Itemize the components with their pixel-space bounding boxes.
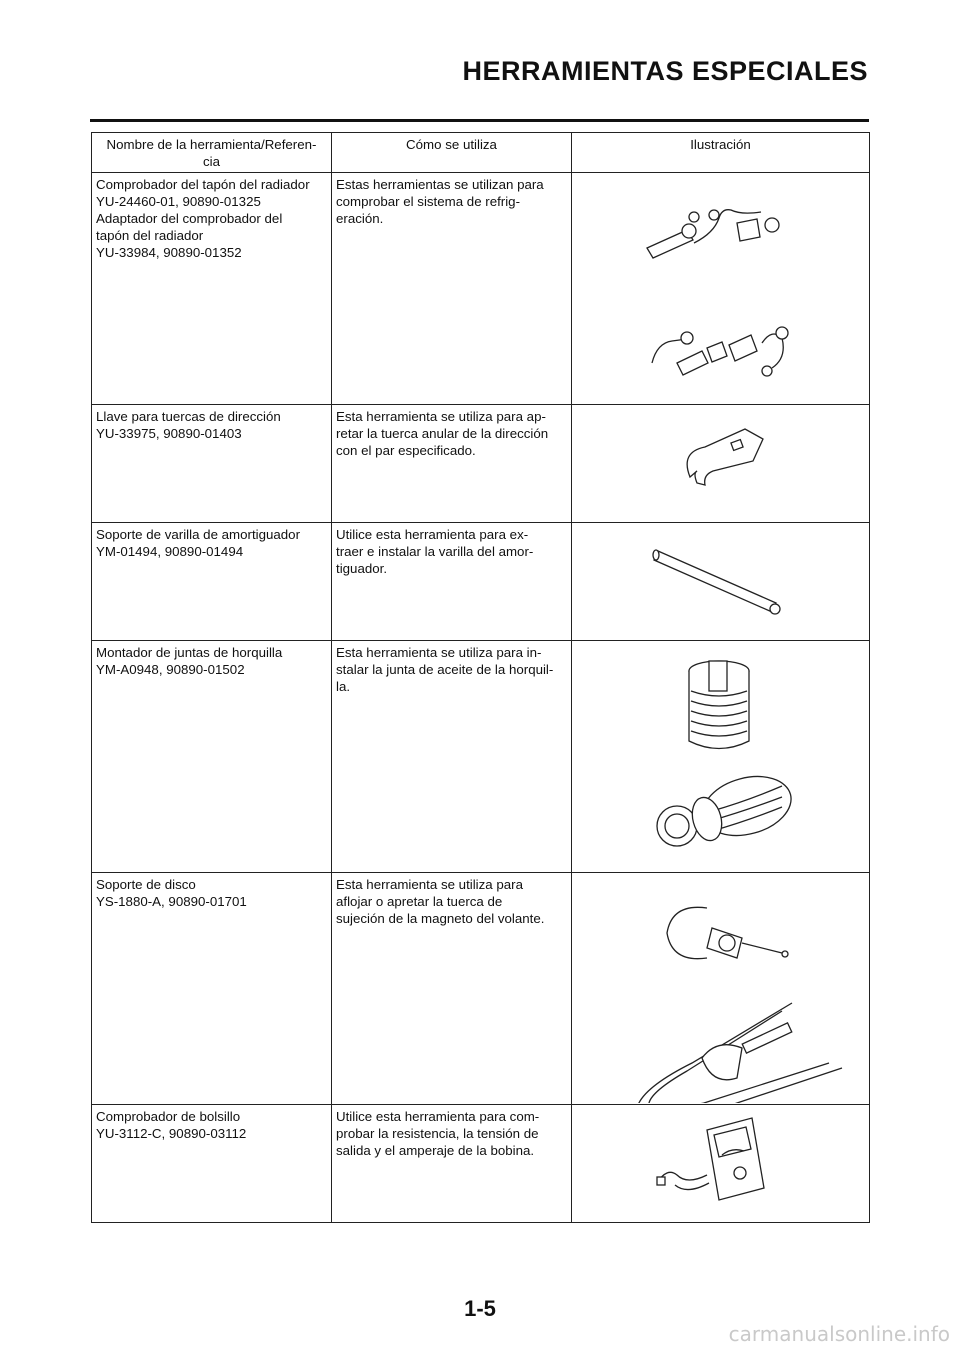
table-header-row <box>92 133 870 173</box>
damper-rod-holder-icon <box>572 523 870 641</box>
special-tools-table <box>91 132 870 1223</box>
column-header-tool-name: Nombre de la herramienta/Referen- cia <box>92 133 332 173</box>
table-row <box>92 523 870 641</box>
column-header-illustration: Ilustración <box>572 133 870 173</box>
table-row <box>92 873 870 1105</box>
table-row <box>92 405 870 523</box>
tool-name-cell: Montador de juntas de horquilla YM-A0948, 90890-01502 <box>92 641 332 873</box>
page-number: 1-5 <box>464 1296 496 1321</box>
table-row <box>92 1105 870 1223</box>
tool-usage-cell: Esta herramienta se utiliza para in- stalar la junta de aceite de la horquil- la. <box>332 641 572 873</box>
tool-usage-cell: Utilice esta herramienta para ex- traer e instalar la varilla del amor- tiguador. <box>332 523 572 641</box>
tool-name-cell: Comprobador de bolsillo YU-3112-C, 90890-03112 <box>92 1105 332 1223</box>
radiator-cap-tester-icon <box>572 173 870 405</box>
table-row <box>92 641 870 873</box>
tool-usage-cell: Esta herramienta se utiliza para aflojar o apretar la tuerca de sujeción de la magneto del volante. <box>332 873 572 1105</box>
fork-seal-driver-icon <box>572 641 870 873</box>
tool-name-cell: Comprobador del tapón del radiador YU-24460-01, 90890-01325 Adaptador del comprobador del tapón del radiador YU-33984, 90890-01352 <box>92 173 332 405</box>
tool-name-cell: Llave para tuercas de dirección YU-33975, 90890-01403 <box>92 405 332 523</box>
tool-name-cell: Soporte de varilla de amortiguador YM-01494, 90890-01494 <box>92 523 332 641</box>
column-header-usage: Cómo se utiliza <box>332 133 572 173</box>
page-title: HERRAMIENTAS ESPECIALES <box>462 56 868 86</box>
steering-nut-wrench-icon <box>572 405 870 523</box>
table-row <box>92 173 870 405</box>
tool-usage-cell: Estas herramientas se utilizan para comprobar el sistema de refrig- eración. <box>332 173 572 405</box>
tool-usage-cell: Esta herramienta se utiliza para ap- retar la tuerca anular de la dirección con el par especificado. <box>332 405 572 523</box>
title-divider <box>90 119 869 122</box>
sheave-holder-icon <box>572 873 870 1105</box>
watermark: carmanualsonline.info <box>728 1322 950 1346</box>
pocket-tester-icon <box>572 1105 870 1223</box>
tool-usage-cell: Utilice esta herramienta para com- probar la resistencia, la tensión de salida y el amperaje de la bobina. <box>332 1105 572 1223</box>
tool-name-cell: Soporte de disco YS-1880-A, 90890-01701 <box>92 873 332 1105</box>
